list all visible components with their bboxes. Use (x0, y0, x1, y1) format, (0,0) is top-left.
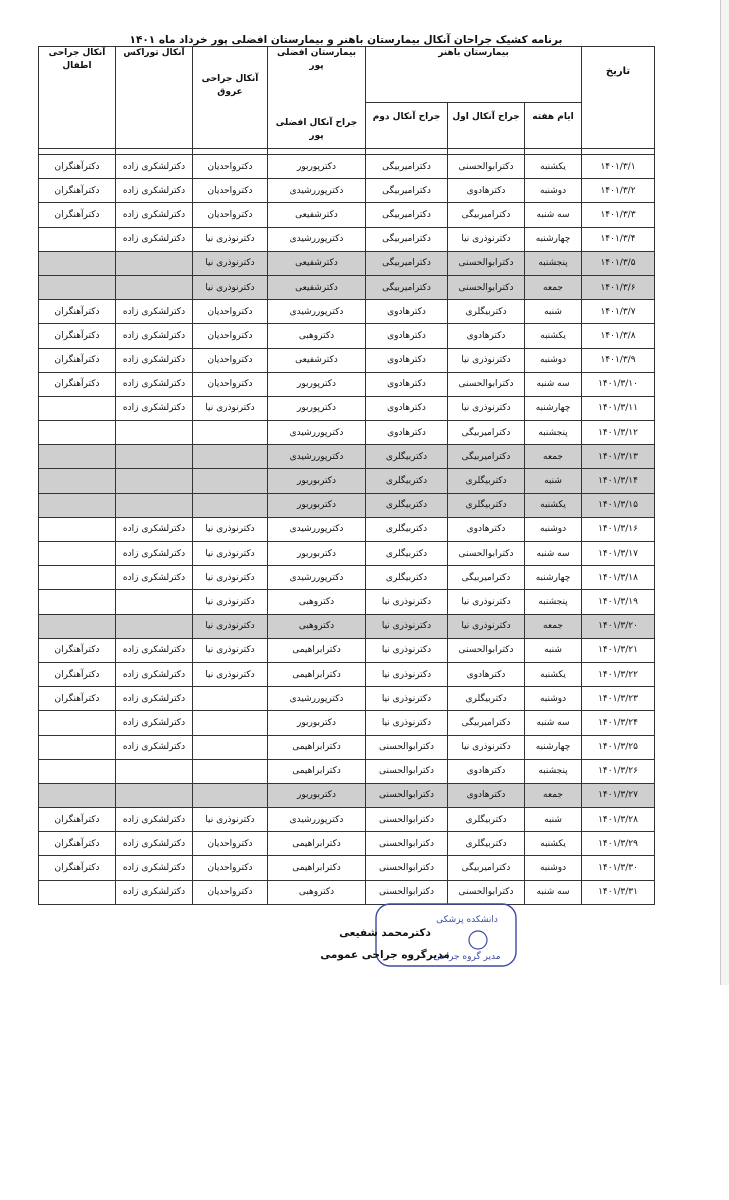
cell-vascular (193, 469, 268, 493)
cell-thoracic: دکترلشکری زاده (116, 179, 193, 203)
cell-second-surgeon: دکترابوالحسنی (366, 759, 448, 783)
cell-thoracic: دکترلشکری زاده (116, 832, 193, 856)
cell-first-surgeon: دکترنوذری نیا (448, 590, 525, 614)
cell-second-surgeon: دکترامیربیگی (366, 227, 448, 251)
cell-weekday: دوشنبه (525, 687, 582, 711)
table-row (39, 469, 655, 493)
cell-pediatric: دکترآهنگران (39, 372, 116, 396)
cell-vascular: دکترنوذری نیا (193, 542, 268, 566)
header-pediatric: آنکال جراحی اطفال (39, 47, 116, 149)
page-title: برنامه کشیک جراحان آنکال بیمارستان باهنر و بیمارستان افضلی پور خرداد ماه ۱۴۰۱ (129, 34, 563, 46)
cell-pediatric (39, 469, 116, 493)
cell-afzali-surgeon: دکترابراهیمی (268, 856, 366, 880)
cell-thoracic: دکترلشکری زاده (116, 638, 193, 662)
cell-first-surgeon: دکترابوالحسنی (448, 542, 525, 566)
table-row (39, 735, 655, 759)
cell-thoracic: دکترلشکری زاده (116, 735, 193, 759)
cell-date: ۱۴۰۱/۳/۱۲ (582, 421, 655, 445)
cell-weekday: سه شنبه (525, 880, 582, 904)
cell-weekday: دوشنبه (525, 856, 582, 880)
table-row (39, 783, 655, 807)
cell-vascular (193, 687, 268, 711)
table-row (39, 251, 655, 275)
table-row (39, 566, 655, 590)
schedule-table (38, 46, 655, 905)
cell-first-surgeon: دکتربیگلری (448, 300, 525, 324)
cell-second-surgeon: دکترامیربیگی (366, 155, 448, 179)
cell-weekday: جمعه (525, 614, 582, 638)
cell-weekday: دوشنبه (525, 179, 582, 203)
cell-vascular (193, 759, 268, 783)
cell-weekday: دوشنبه (525, 517, 582, 541)
cell-vascular: دکترنوذری نیا (193, 590, 268, 614)
table-row (39, 880, 655, 904)
cell-pediatric (39, 493, 116, 517)
cell-afzali-surgeon: دکترپوررشیدی (268, 566, 366, 590)
table-row (39, 759, 655, 783)
cell-second-surgeon: دکترنوذری نیا (366, 638, 448, 662)
cell-first-surgeon: دکترهادوی (448, 759, 525, 783)
cell-thoracic: دکترلشکری زاده (116, 566, 193, 590)
stamp-line1: دانشکده پزشکی (436, 915, 498, 925)
cell-thoracic (116, 275, 193, 299)
header-afzali-surgeon: جراح آنکال افضلی پور (275, 118, 358, 141)
scan-edge (720, 0, 729, 985)
cell-first-surgeon: دکتربیگلری (448, 469, 525, 493)
cell-date: ۱۴۰۱/۳/۱۱ (582, 396, 655, 420)
cell-thoracic (116, 493, 193, 517)
cell-second-surgeon: دکترابوالحسنی (366, 880, 448, 904)
cell-weekday: شنبه (525, 300, 582, 324)
cell-first-surgeon: دکترابوالحسنی (448, 155, 525, 179)
cell-afzali-surgeon: دکترپوررشیدی (268, 300, 366, 324)
cell-vascular (193, 445, 268, 469)
cell-weekday: سه شنبه (525, 203, 582, 227)
cell-thoracic (116, 251, 193, 275)
signature-block (290, 922, 480, 966)
cell-date: ۱۴۰۱/۳/۱۴ (582, 469, 655, 493)
stamp-line2: مدیر گروه جراحی (433, 952, 501, 962)
cell-date: ۱۴۰۱/۳/۲۵ (582, 735, 655, 759)
cell-weekday: شنبه (525, 638, 582, 662)
table-row (39, 348, 655, 372)
table-row (39, 324, 655, 348)
cell-weekday: پنجشنبه (525, 759, 582, 783)
cell-first-surgeon: دکترامیربیگی (448, 421, 525, 445)
cell-pediatric (39, 275, 116, 299)
cell-pediatric: دکترآهنگران (39, 179, 116, 203)
cell-afzali-surgeon: دکتربوربور (268, 493, 366, 517)
header-thoracic: آنکال توراکس (116, 47, 193, 149)
cell-pediatric: دکترآهنگران (39, 856, 116, 880)
cell-weekday: دوشنبه (525, 348, 582, 372)
cell-vascular: دکترواحدیان (193, 300, 268, 324)
cell-second-surgeon: دکتربیگلری (366, 566, 448, 590)
cell-vascular: دکترواحدیان (193, 832, 268, 856)
cell-second-surgeon: دکترهادوی (366, 421, 448, 445)
cell-date: ۱۴۰۱/۳/۳ (582, 203, 655, 227)
cell-weekday: جمعه (525, 275, 582, 299)
table-row (39, 179, 655, 203)
cell-weekday: یکشنبه (525, 832, 582, 856)
header-weekday: ایام هفته (525, 103, 582, 149)
cell-date: ۱۴۰۱/۳/۷ (582, 300, 655, 324)
table-row (39, 445, 655, 469)
cell-thoracic: دکترلشکری زاده (116, 856, 193, 880)
cell-afzali-surgeon: دکترپوررشیدی (268, 687, 366, 711)
cell-weekday: پنجشنبه (525, 251, 582, 275)
cell-pediatric (39, 566, 116, 590)
cell-pediatric: دکترآهنگران (39, 155, 116, 179)
cell-second-surgeon: دکترهادوی (366, 300, 448, 324)
cell-afzali-surgeon: دکترپوررشیدی (268, 179, 366, 203)
table-row (39, 203, 655, 227)
cell-vascular: دکترواحدیان (193, 203, 268, 227)
cell-afzali-surgeon: دکتروهبی (268, 614, 366, 638)
cell-afzali-surgeon: دکترابراهیمی (268, 759, 366, 783)
cell-vascular: دکترنوذری نیا (193, 662, 268, 686)
cell-vascular: دکترنوذری نیا (193, 251, 268, 275)
cell-second-surgeon: دکترابوالحسنی (366, 832, 448, 856)
cell-thoracic: دکترلشکری زاده (116, 542, 193, 566)
cell-vascular: دکترواحدیان (193, 155, 268, 179)
header-date: تاریخ (582, 47, 655, 149)
cell-weekday: چهارشنبه (525, 566, 582, 590)
cell-date: ۱۴۰۱/۳/۲۸ (582, 808, 655, 832)
cell-afzali-surgeon: دکترشفیعی (268, 251, 366, 275)
cell-vascular: دکترنوذری نیا (193, 396, 268, 420)
cell-date: ۱۴۰۱/۳/۱۵ (582, 493, 655, 517)
cell-first-surgeon: دکترابوالحسنی (448, 638, 525, 662)
cell-vascular: دکترنوذری نیا (193, 808, 268, 832)
cell-weekday: چهارشنبه (525, 735, 582, 759)
cell-first-surgeon: دکتربیگلری (448, 687, 525, 711)
cell-date: ۱۴۰۱/۳/۱۸ (582, 566, 655, 590)
table-row (39, 687, 655, 711)
cell-first-surgeon: دکترنوذری نیا (448, 396, 525, 420)
cell-second-surgeon: دکترهادوی (366, 348, 448, 372)
cell-date: ۱۴۰۱/۳/۲۴ (582, 711, 655, 735)
cell-second-surgeon: دکتربیگلری (366, 517, 448, 541)
cell-pediatric (39, 759, 116, 783)
cell-first-surgeon: دکترابوالحسنی (448, 251, 525, 275)
cell-first-surgeon: دکترهادوی (448, 517, 525, 541)
cell-thoracic: دکترلشکری زاده (116, 687, 193, 711)
cell-afzali-surgeon: دکتروهبی (268, 880, 366, 904)
cell-date: ۱۴۰۱/۳/۱۹ (582, 590, 655, 614)
cell-vascular (193, 711, 268, 735)
cell-date: ۱۴۰۱/۳/۱۳ (582, 445, 655, 469)
cell-date: ۱۴۰۱/۳/۵ (582, 251, 655, 275)
cell-afzali-surgeon: دکتروهبی (268, 324, 366, 348)
table-row (39, 517, 655, 541)
header-second-surgeon: جراح آنکال دوم (366, 103, 448, 149)
cell-second-surgeon: دکترامیربیگی (366, 179, 448, 203)
cell-second-surgeon: دکترهادوی (366, 396, 448, 420)
cell-pediatric: دکترآهنگران (39, 662, 116, 686)
table-row (39, 856, 655, 880)
cell-pediatric (39, 445, 116, 469)
cell-date: ۱۴۰۱/۳/۲۰ (582, 614, 655, 638)
cell-vascular (193, 421, 268, 445)
cell-afzali-surgeon: دکتربوربور (268, 783, 366, 807)
cell-first-surgeon: دکترامیربیگی (448, 445, 525, 469)
cell-date: ۱۴۰۱/۳/۲۷ (582, 783, 655, 807)
cell-date: ۱۴۰۱/۳/۲۱ (582, 638, 655, 662)
cell-thoracic (116, 783, 193, 807)
cell-vascular: دکترنوذری نیا (193, 638, 268, 662)
table-row (39, 662, 655, 686)
cell-second-surgeon: دکترابوالحسنی (366, 856, 448, 880)
cell-vascular (193, 735, 268, 759)
cell-thoracic (116, 445, 193, 469)
cell-first-surgeon: دکترامیربیگی (448, 566, 525, 590)
cell-weekday: یکشنبه (525, 324, 582, 348)
cell-afzali-surgeon: دکترشفیعی (268, 348, 366, 372)
cell-vascular: دکترواحدیان (193, 324, 268, 348)
cell-date: ۱۴۰۱/۳/۱۷ (582, 542, 655, 566)
cell-second-surgeon: دکترنوذری نیا (366, 711, 448, 735)
cell-vascular: دکترواحدیان (193, 348, 268, 372)
cell-date: ۱۴۰۱/۳/۲۹ (582, 832, 655, 856)
cell-afzali-surgeon: دکترپوررشیدی (268, 517, 366, 541)
signature-role: مدیرگروه جراحی عمومی (320, 949, 450, 961)
cell-weekday: جمعه (525, 445, 582, 469)
cell-weekday: شنبه (525, 469, 582, 493)
table-row (39, 832, 655, 856)
cell-date: ۱۴۰۱/۳/۲۳ (582, 687, 655, 711)
cell-second-surgeon: دکترامیربیگی (366, 275, 448, 299)
cell-pediatric: دکترآهنگران (39, 808, 116, 832)
table-row (39, 227, 655, 251)
cell-second-surgeon: دکترهادوی (366, 372, 448, 396)
cell-first-surgeon: دکتربیگلری (448, 832, 525, 856)
table-row (39, 300, 655, 324)
cell-first-surgeon: دکترابوالحسنی (448, 275, 525, 299)
cell-date: ۱۴۰۱/۳/۸ (582, 324, 655, 348)
cell-date: ۱۴۰۱/۳/۱۶ (582, 517, 655, 541)
cell-first-surgeon: دکترهادوی (448, 324, 525, 348)
signature-name: دکترمحمد شفیعی (339, 927, 431, 939)
header-afzali: بیمارستان افضلی پور (277, 48, 356, 71)
cell-weekday: چهارشنبه (525, 227, 582, 251)
cell-weekday: جمعه (525, 783, 582, 807)
header-bahonar: بیمارستان باهنر (366, 47, 582, 103)
cell-first-surgeon: دکترامیربیگی (448, 203, 525, 227)
cell-weekday: یکشنبه (525, 493, 582, 517)
table-row (39, 421, 655, 445)
cell-afzali-surgeon: دکترابراهیمی (268, 662, 366, 686)
cell-thoracic: دکترلشکری زاده (116, 517, 193, 541)
cell-afzali-surgeon: دکترپوربور (268, 372, 366, 396)
cell-date: ۱۴۰۱/۳/۳۰ (582, 856, 655, 880)
table-row (39, 614, 655, 638)
cell-weekday: چهارشنبه (525, 396, 582, 420)
cell-date: ۱۴۰۱/۳/۳۱ (582, 880, 655, 904)
cell-thoracic (116, 759, 193, 783)
cell-second-surgeon: دکترابوالحسنی (366, 735, 448, 759)
cell-afzali-surgeon: دکترپوررشیدی (268, 808, 366, 832)
table-row (39, 542, 655, 566)
cell-vascular: دکترواحدیان (193, 372, 268, 396)
cell-pediatric (39, 735, 116, 759)
cell-pediatric: دکترآهنگران (39, 300, 116, 324)
cell-thoracic (116, 421, 193, 445)
cell-pediatric (39, 421, 116, 445)
cell-vascular: دکترواحدیان (193, 179, 268, 203)
cell-vascular: دکترنوذری نیا (193, 275, 268, 299)
cell-weekday: یکشنبه (525, 155, 582, 179)
cell-thoracic: دکترلشکری زاده (116, 324, 193, 348)
cell-second-surgeon: دکترنوذری نیا (366, 687, 448, 711)
cell-weekday: سه شنبه (525, 542, 582, 566)
cell-first-surgeon: دکترهادوی (448, 662, 525, 686)
cell-afzali-surgeon: دکتربوربور (268, 469, 366, 493)
cell-pediatric: دکترآهنگران (39, 638, 116, 662)
cell-thoracic: دکترلشکری زاده (116, 227, 193, 251)
cell-second-surgeon: دکتربیگلری (366, 445, 448, 469)
cell-date: ۱۴۰۱/۳/۲۶ (582, 759, 655, 783)
cell-second-surgeon: دکتربیگلری (366, 542, 448, 566)
cell-second-surgeon: دکترابوالحسنی (366, 783, 448, 807)
cell-second-surgeon: دکترنوذری نیا (366, 590, 448, 614)
cell-date: ۱۴۰۱/۳/۴ (582, 227, 655, 251)
cell-date: ۱۴۰۱/۳/۲ (582, 179, 655, 203)
cell-date: ۱۴۰۱/۳/۲۲ (582, 662, 655, 686)
table-row (39, 808, 655, 832)
table-row (39, 711, 655, 735)
cell-pediatric: دکترآهنگران (39, 832, 116, 856)
cell-afzali-surgeon: دکترشفیعی (268, 203, 366, 227)
header-vascular: آنکال جراحی عروق (193, 47, 268, 149)
cell-afzali-surgeon: دکترابراهیمی (268, 735, 366, 759)
cell-pediatric (39, 614, 116, 638)
cell-second-surgeon: دکترنوذری نیا (366, 662, 448, 686)
cell-first-surgeon: دکتربیگلری (448, 493, 525, 517)
cell-first-surgeon: دکترهادوی (448, 179, 525, 203)
cell-vascular: دکترواحدیان (193, 880, 268, 904)
cell-first-surgeon: دکتربیگلری (448, 808, 525, 832)
table-row (39, 638, 655, 662)
cell-first-surgeon: دکترهادوی (448, 783, 525, 807)
cell-afzali-surgeon: دکترپوررشیدی (268, 227, 366, 251)
cell-pediatric: دکترآهنگران (39, 348, 116, 372)
cell-thoracic: دکترلشکری زاده (116, 300, 193, 324)
cell-vascular: دکترنوذری نیا (193, 614, 268, 638)
cell-vascular: دکترنوذری نیا (193, 517, 268, 541)
cell-pediatric (39, 517, 116, 541)
cell-second-surgeon: دکترابوالحسنی (366, 808, 448, 832)
cell-pediatric: دکترآهنگران (39, 324, 116, 348)
cell-weekday: سه شنبه (525, 372, 582, 396)
cell-second-surgeon: دکتربیگلری (366, 469, 448, 493)
cell-first-surgeon: دکترابوالحسنی (448, 880, 525, 904)
table-row (39, 275, 655, 299)
table-row (39, 372, 655, 396)
cell-pediatric (39, 396, 116, 420)
cell-pediatric (39, 590, 116, 614)
cell-second-surgeon: دکترهادوی (366, 324, 448, 348)
cell-afzali-surgeon: دکترپوربور (268, 396, 366, 420)
cell-vascular (193, 493, 268, 517)
cell-thoracic (116, 590, 193, 614)
cell-weekday: پنجشنبه (525, 421, 582, 445)
cell-weekday: سه شنبه (525, 711, 582, 735)
cell-afzali-surgeon: دکترابراهیمی (268, 832, 366, 856)
cell-pediatric (39, 880, 116, 904)
cell-thoracic: دکترلشکری زاده (116, 372, 193, 396)
cell-thoracic: دکترلشکری زاده (116, 155, 193, 179)
cell-weekday: پنجشنبه (525, 590, 582, 614)
cell-second-surgeon: دکترنوذری نیا (366, 614, 448, 638)
cell-vascular: دکترنوذری نیا (193, 566, 268, 590)
cell-date: ۱۴۰۱/۳/۶ (582, 275, 655, 299)
table-row (39, 396, 655, 420)
cell-afzali-surgeon: دکترابراهیمی (268, 638, 366, 662)
header-afzali-block (268, 47, 366, 149)
cell-first-surgeon: دکترامیربیگی (448, 711, 525, 735)
cell-thoracic (116, 469, 193, 493)
table-row (39, 590, 655, 614)
cell-weekday: شنبه (525, 808, 582, 832)
cell-thoracic: دکترلشکری زاده (116, 203, 193, 227)
cell-second-surgeon: دکترامیربیگی (366, 251, 448, 275)
table-row (39, 155, 655, 179)
cell-pediatric (39, 251, 116, 275)
header-first-surgeon: جراح آنکال اول (448, 103, 525, 149)
cell-first-surgeon: دکترنوذری نیا (448, 348, 525, 372)
cell-weekday: یکشنبه (525, 662, 582, 686)
cell-afzali-surgeon: دکتربوربور (268, 542, 366, 566)
cell-afzali-surgeon: دکترپوررشیدی (268, 445, 366, 469)
cell-date: ۱۴۰۱/۳/۱ (582, 155, 655, 179)
cell-thoracic: دکترلشکری زاده (116, 880, 193, 904)
cell-vascular (193, 783, 268, 807)
cell-afzali-surgeon: دکترپوررشیدی (268, 421, 366, 445)
cell-thoracic: دکترلشکری زاده (116, 348, 193, 372)
cell-thoracic: دکترلشکری زاده (116, 711, 193, 735)
cell-afzali-surgeon: دکتروهبی (268, 590, 366, 614)
cell-pediatric: دکترآهنگران (39, 203, 116, 227)
cell-pediatric: دکترآهنگران (39, 687, 116, 711)
cell-first-surgeon: دکترنوذری نیا (448, 735, 525, 759)
schedule-body (39, 149, 655, 905)
cell-thoracic: دکترلشکری زاده (116, 808, 193, 832)
cell-pediatric (39, 227, 116, 251)
cell-thoracic: دکترلشکری زاده (116, 396, 193, 420)
cell-vascular: دکترواحدیان (193, 856, 268, 880)
cell-first-surgeon: دکترنوذری نیا (448, 614, 525, 638)
cell-first-surgeon: دکترابوالحسنی (448, 372, 525, 396)
table-row (39, 493, 655, 517)
cell-second-surgeon: دکترامیربیگی (366, 203, 448, 227)
cell-afzali-surgeon: دکتربوربور (268, 711, 366, 735)
cell-pediatric (39, 542, 116, 566)
cell-date: ۱۴۰۱/۳/۹ (582, 348, 655, 372)
cell-afzali-surgeon: دکترپوربور (268, 155, 366, 179)
cell-vascular: دکترنوذری نیا (193, 227, 268, 251)
cell-afzali-surgeon: دکترشفیعی (268, 275, 366, 299)
cell-pediatric (39, 711, 116, 735)
cell-first-surgeon: دکترنوذری نیا (448, 227, 525, 251)
cell-first-surgeon: دکترامیربیگی (448, 856, 525, 880)
cell-date: ۱۴۰۱/۳/۱۰ (582, 372, 655, 396)
cell-pediatric (39, 783, 116, 807)
cell-second-surgeon: دکتربیگلری (366, 493, 448, 517)
cell-thoracic (116, 614, 193, 638)
cell-thoracic: دکترلشکری زاده (116, 662, 193, 686)
